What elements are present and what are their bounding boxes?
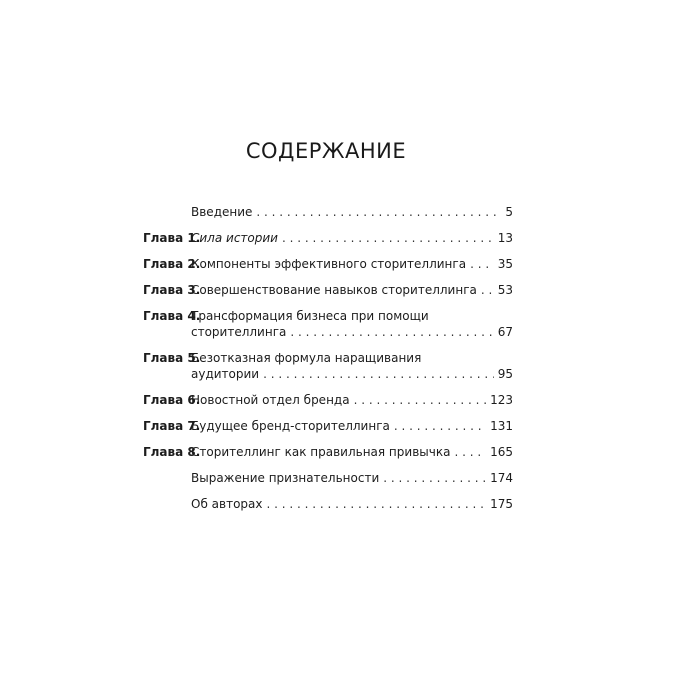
entry-title-line-2: аудитории xyxy=(191,367,260,381)
toc-entry-chapter-6[interactable] xyxy=(143,392,513,408)
dot-leader xyxy=(470,256,494,272)
chapter-label: Глава 8. xyxy=(143,445,201,459)
entry-title-line-2: сторителлинга xyxy=(191,325,287,339)
dot-leader xyxy=(454,444,486,460)
chapter-label: Глава 3. xyxy=(143,283,201,297)
toc-entry-chapter-5[interactable] xyxy=(143,350,513,382)
dot-leader xyxy=(394,418,486,434)
toc-entry-chapter-1[interactable] xyxy=(143,230,513,246)
toc-entry-chapter-2[interactable] xyxy=(143,256,513,272)
dot-leader xyxy=(256,204,501,220)
entry-title: Введение xyxy=(191,205,253,219)
toc-entry-about-authors[interactable] xyxy=(143,496,513,512)
dot-leader xyxy=(267,496,487,512)
entry-title: Будущее бренд-сторителлинга xyxy=(191,419,390,433)
chapter-label: Глава 6. xyxy=(143,393,201,407)
entry-title: Совершенствование навыков сторителлинга xyxy=(191,283,477,297)
page-number: 13 xyxy=(497,231,513,245)
chapter-label: Глава 2. xyxy=(143,257,201,271)
chapter-label xyxy=(143,496,191,512)
entry-title: Выражение признательности xyxy=(191,471,380,485)
chapter-label xyxy=(143,204,191,220)
dot-leader xyxy=(481,282,494,298)
toc-entry-chapter-4[interactable] xyxy=(143,308,513,340)
page-title: СОДЕРЖАНИЕ xyxy=(245,139,407,163)
page-number: 53 xyxy=(497,283,513,297)
entry-title: Компоненты эффективного сторителлинга xyxy=(191,257,467,271)
page-number: 67 xyxy=(497,325,513,339)
entry-title: Сторителлинг как правильная привычка xyxy=(191,445,451,459)
chapter-label: Глава 1. xyxy=(143,231,201,245)
page-number: 5 xyxy=(505,205,513,219)
page-number: 174 xyxy=(490,471,513,485)
table-of-contents xyxy=(143,204,513,522)
toc-entry-introduction[interactable] xyxy=(143,204,513,220)
dot-leader xyxy=(383,470,486,486)
entry-title: Новостной отдел бренда xyxy=(191,393,350,407)
toc-entry-acknowledgements[interactable] xyxy=(143,470,513,486)
entry-title-line-1: Безотказная формула наращивания xyxy=(191,351,422,365)
dot-leader xyxy=(282,230,494,246)
chapter-label xyxy=(143,470,191,486)
chapter-label: Глава 4. xyxy=(143,309,201,323)
page-number: 95 xyxy=(497,367,513,381)
chapter-label: Глава 5. xyxy=(143,351,201,365)
page-number: 35 xyxy=(497,257,513,271)
dot-leader xyxy=(290,324,493,340)
page-number: 123 xyxy=(490,393,513,407)
toc-entry-chapter-7[interactable] xyxy=(143,418,513,434)
chapter-label: Глава 7. xyxy=(143,419,201,433)
toc-entry-chapter-3[interactable] xyxy=(143,282,513,298)
page-number: 175 xyxy=(490,497,513,511)
entry-title: Об авторах xyxy=(191,497,263,511)
page-number: 131 xyxy=(490,419,513,433)
entry-title-line-1: Трансформация бизнеса при помощи xyxy=(191,309,429,323)
dot-leader xyxy=(263,366,494,382)
dot-leader xyxy=(354,392,487,408)
toc-entry-chapter-8[interactable] xyxy=(143,444,513,460)
entry-title: Сила истории xyxy=(191,231,278,245)
page-number: 165 xyxy=(490,445,513,459)
